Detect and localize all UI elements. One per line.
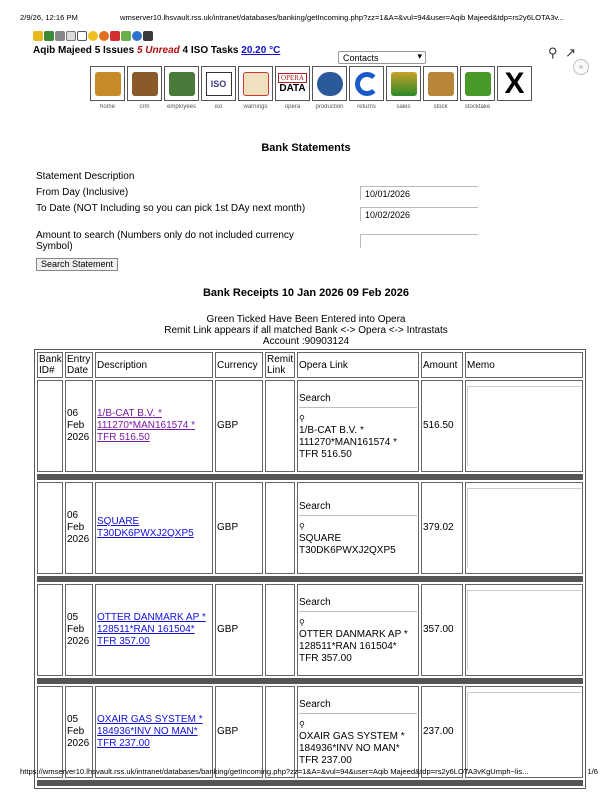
table-row	[37, 686, 583, 778]
col-memo: Memo	[465, 352, 583, 378]
nav-iso-tile[interactable]	[201, 66, 236, 101]
from-day-input[interactable]: 10/01/2026	[360, 186, 478, 200]
description-link[interactable]: OXAIR GAS SYSTEM * 184936*INV NO MAN* TFR 237.00	[97, 714, 203, 749]
description-cell	[95, 380, 213, 472]
data-logo-text: DATA	[279, 83, 306, 94]
to-date-input[interactable]: 10/02/2026	[360, 207, 478, 221]
quick-icon-row	[33, 31, 153, 44]
amount-cell: 516.50	[421, 380, 463, 472]
currency-cell: GBP	[215, 380, 263, 472]
opera-search-link[interactable]: Search	[299, 699, 331, 710]
currency-cell: GBP	[215, 482, 263, 574]
description-cell	[95, 584, 213, 676]
opera-link-cell	[297, 482, 419, 574]
pencil-icon	[243, 72, 269, 96]
bank-id-cell	[37, 686, 63, 778]
nav-label[interactable]: production	[315, 104, 344, 110]
employees-icon	[169, 72, 195, 96]
amount-cell: 357.00	[421, 584, 463, 676]
entry-date-cell: 05 Feb 2026	[65, 584, 93, 676]
description-link[interactable]: OTTER DANMARK AP * 128511*RAN 161504* TFR 357.00	[97, 612, 206, 647]
close-icon: X	[504, 66, 525, 100]
amount-cell: 379.02	[421, 482, 463, 574]
home-icon	[95, 72, 121, 96]
memo-input[interactable]	[467, 590, 581, 670]
module-nav	[90, 66, 532, 101]
remit-link-cell	[265, 482, 295, 574]
bank-id-cell	[37, 482, 63, 574]
iso-tasks-link[interactable]: 4 ISO Tasks	[182, 45, 239, 56]
nav-label[interactable]: employees	[166, 104, 196, 110]
col-bank-id: Bank ID#	[39, 354, 62, 376]
sales-chart-icon	[391, 72, 417, 96]
leaf-icon[interactable]	[121, 31, 131, 41]
user-status-bar	[33, 45, 280, 56]
module-nav-labels	[90, 104, 532, 110]
print-date: 2/9/26, 12:16 PM	[20, 13, 78, 22]
opera-search-link[interactable]: Search	[299, 393, 331, 404]
nav-stocktake-tile[interactable]	[460, 66, 495, 101]
gears-icon	[317, 72, 343, 96]
nav-stock-tile[interactable]	[423, 66, 458, 101]
nav-crm-tile[interactable]	[127, 66, 162, 101]
temperature-link[interactable]: 20.20 °C	[241, 45, 281, 56]
nav-returns-tile[interactable]	[349, 66, 384, 101]
box-icon	[428, 72, 454, 96]
nav-label[interactable]: warnings	[243, 104, 268, 110]
row-divider	[37, 678, 583, 684]
nav-close-tile[interactable]	[497, 66, 532, 101]
nav-label[interactable]: home	[99, 104, 115, 110]
nav-label[interactable]: stock	[433, 104, 448, 110]
col-opera-link: Opera Link	[297, 352, 419, 378]
nav-label[interactable]: stocktake	[464, 104, 491, 110]
flag-icon[interactable]	[110, 31, 120, 41]
iso-icon: ISO	[206, 72, 232, 96]
bank-id-cell	[37, 380, 63, 472]
col-amount: Amount	[421, 352, 463, 378]
from-day-label: From Day (Inclusive)	[36, 187, 129, 198]
page-number: 1/6	[587, 767, 598, 776]
magnifier-icon[interactable]: ⚲	[299, 618, 305, 627]
calendar-icon[interactable]	[66, 31, 76, 41]
nav-sales-tile[interactable]	[386, 66, 421, 101]
bank-receipts-table	[34, 349, 586, 789]
unread-link[interactable]: 5 Unread	[136, 45, 180, 56]
bank-receipts-title: Bank Receipts 10 Jan 2026 09 Feb 2026	[202, 287, 410, 299]
magnifier-icon[interactable]: ⚲	[299, 414, 305, 423]
help-icon[interactable]	[99, 31, 109, 41]
smiley-icon[interactable]	[88, 31, 98, 41]
print-header	[20, 13, 598, 25]
amount-label: Amount to search (Numbers only do not included currency Symbol)	[36, 230, 294, 252]
nav-label[interactable]: crm	[139, 104, 150, 110]
issues-link[interactable]: 5 Issues	[94, 45, 135, 56]
external-link-icon[interactable]: ↗	[565, 45, 577, 60]
chat-icon[interactable]	[132, 31, 142, 41]
nav-employees-tile[interactable]	[164, 66, 199, 101]
phone-icon[interactable]	[143, 31, 153, 41]
account-number: Account :90903124	[262, 336, 350, 347]
col-description: Description	[95, 352, 213, 378]
remit-link-cell	[265, 380, 295, 472]
nav-label[interactable]: sales	[396, 104, 411, 110]
table-row	[37, 584, 583, 676]
nav-label[interactable]: returns	[357, 104, 376, 110]
amount-input[interactable]	[360, 234, 478, 248]
memo-cell	[465, 686, 583, 778]
star-icon[interactable]	[33, 31, 43, 41]
memo-cell	[465, 482, 583, 574]
magnifier-icon[interactable]: ⚲	[299, 720, 305, 729]
opera-link-cell	[297, 584, 419, 676]
green-ticked-note: Green Ticked Have Been Entered into Opera	[206, 314, 406, 325]
memo-cell	[465, 380, 583, 472]
row-divider	[37, 780, 583, 786]
contacts-select-value: Contacts	[343, 53, 379, 63]
remit-link-cell	[265, 686, 295, 778]
remit-link-cell	[265, 584, 295, 676]
col-currency: Currency	[215, 352, 263, 378]
expand-button[interactable]: »	[573, 59, 589, 75]
entry-date-cell: 06 Feb 2026	[65, 482, 93, 574]
opera-match-text: OTTER DANMARK AP * 128511*RAN 161504* TFR 357.00	[299, 629, 408, 664]
col-entry-date: Entry Date	[65, 352, 93, 378]
memo-input[interactable]	[467, 386, 581, 466]
nav-home-tile[interactable]	[90, 66, 125, 101]
description-link[interactable]: 1/B-CAT B.V. * 111270*MAN161574 * TFR 516.50	[97, 408, 196, 443]
memo-cell	[465, 584, 583, 676]
opera-search-link[interactable]: Search	[299, 597, 331, 608]
description-link[interactable]: SQUARE T30DK6PWXJ2QXP5	[97, 516, 194, 539]
table-row	[37, 380, 583, 472]
bank-statements-title: Bank Statements	[261, 142, 351, 154]
currency-cell: GBP	[215, 584, 263, 676]
memo-input[interactable]	[467, 488, 581, 568]
copy-icon[interactable]	[77, 31, 87, 41]
user-name: Aqib Majeed	[33, 45, 92, 56]
entry-date-cell: 06 Feb 2026	[65, 380, 93, 472]
nav-warnings-tile[interactable]	[238, 66, 273, 101]
to-date-label: To Date (NOT Including so you can pick 1st DAy next month)	[36, 203, 306, 214]
statement-description-label: Statement Description	[36, 171, 135, 182]
opera-link-cell	[297, 380, 419, 472]
row-divider	[37, 474, 583, 480]
print-url: wmserver10.lhsvault.rss.uk/intranet/databases/banking/getIncoming.php?zz=1&A=&vul=94&user=Aqib Majeed&tdp=rs2y6LOTA3v...	[120, 13, 564, 22]
opera-match-text: SQUARE T30DK6PWXJ2QXP5	[299, 533, 396, 556]
col-remit-link: Remit Link	[267, 354, 294, 376]
chevron-down-icon: ▾	[417, 51, 422, 61]
nav-opera-tile[interactable]	[275, 66, 310, 101]
amount-cell: 237.00	[421, 686, 463, 778]
row-divider	[37, 576, 583, 582]
opera-search-link[interactable]: Search	[299, 501, 331, 512]
nav-label[interactable]	[497, 104, 532, 110]
table-row	[37, 482, 583, 574]
currency-cell: GBP	[215, 686, 263, 778]
contacts-select[interactable]	[338, 51, 426, 64]
top-right-icons	[548, 45, 580, 61]
opera-link-cell	[297, 686, 419, 778]
search-statement-button[interactable]: Search Statement	[36, 258, 118, 271]
nav-label[interactable]: iso	[214, 104, 223, 110]
bank-id-cell	[37, 584, 63, 676]
crm-icon	[132, 72, 158, 96]
description-cell	[95, 482, 213, 574]
opera-match-text: 1/B-CAT B.V. * 111270*MAN161574 * TFR 516.50	[299, 425, 398, 460]
opera-match-text: OXAIR GAS SYSTEM * 184936*INV NO MAN* TFR 237.00	[299, 731, 405, 766]
opera-logo-text: OPERA	[278, 73, 307, 83]
magnifier-icon[interactable]: ⚲	[299, 522, 305, 531]
book-icon	[465, 72, 491, 96]
nav-label[interactable]: opera	[284, 104, 301, 110]
globe-icon[interactable]	[44, 31, 54, 41]
entry-date-cell: 05 Feb 2026	[65, 686, 93, 778]
memo-input[interactable]	[467, 692, 581, 772]
nav-production-tile[interactable]	[312, 66, 347, 101]
remit-link-note: Remit Link appears if all matched Bank <-> Opera <-> Intrastats	[164, 325, 448, 336]
description-cell	[95, 686, 213, 778]
footer-url: https://wmserver10.lhsvault.rss.uk/intranet/databases/banking/getIncoming.php?zz=1&A=&vul=94&user=Aqib Majeed&tdp=rs2y6LOTA3vKgUmph~lis...	[20, 767, 529, 776]
search-icon[interactable]: ⚲	[548, 45, 558, 60]
gear-icon[interactable]	[55, 31, 65, 41]
table-header-row	[37, 352, 583, 378]
refresh-icon	[355, 72, 379, 96]
